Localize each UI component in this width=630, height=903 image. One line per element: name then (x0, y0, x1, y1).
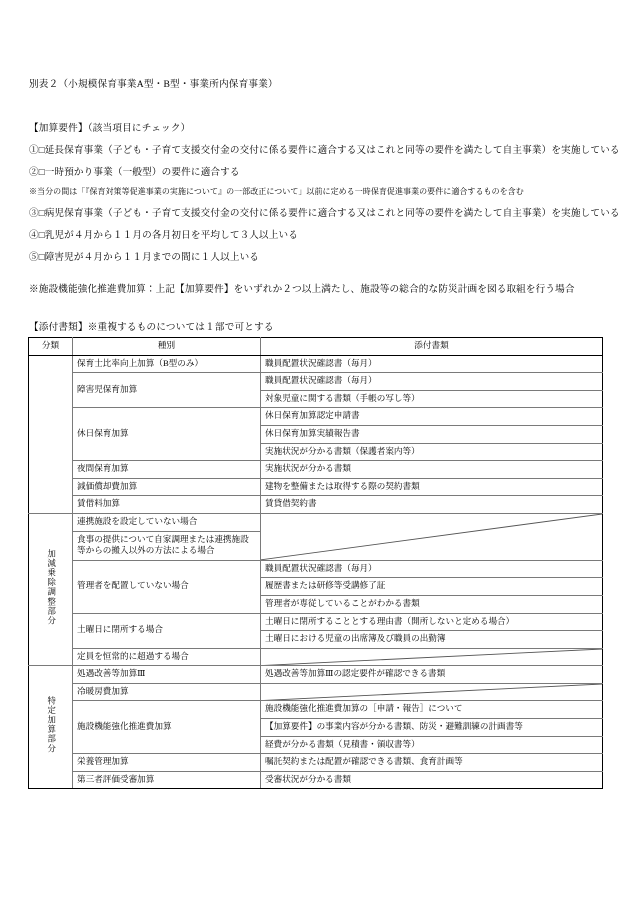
type-cell: 定員を恒常的に超過する場合 (73, 648, 261, 666)
table-row (29, 666, 603, 684)
table-row (29, 513, 603, 531)
requirement-item-1: ①□延長保育事業（子ども・子育て支援交付金の交付に係る要件に適合する又はこれと同等の要件を満たして自主事業）を実施している (29, 145, 620, 156)
header-type: 種別 (73, 338, 261, 356)
document-title: 別表２（小規模保育事業A型・B型・事業所内保育事業） (29, 79, 278, 90)
documents-cell: 実施状況が分かる書類 (261, 461, 603, 479)
type-cell: 施設機能強化推進費加算 (73, 701, 261, 754)
documents-cell: 処遇改善等加算Ⅲの認定要件が確認できる書類 (261, 666, 603, 684)
documents-cell: 職員配置状況確認書（毎月） (261, 355, 603, 373)
requirements-heading: 【加算要件】（該当項目にチェック） (29, 123, 191, 134)
documents-cell: 職員配置状況確認書（毎月） (261, 560, 603, 578)
table-row (29, 408, 603, 426)
documents-cell: 休日保育加算実績報告書 (261, 425, 603, 443)
category-label: 特定加算部分 (46, 696, 56, 754)
documents-cell: 職員配置状況確認書（毎月） (261, 373, 603, 391)
header-category: 分類 (29, 338, 73, 356)
documents-cell-empty (261, 648, 603, 666)
documents-cell: 休日保育加算認定申請書 (261, 408, 603, 426)
requirement-item-5: ⑤□障害児が４月から１１月までの間に１人以上いる (29, 252, 260, 263)
diagonal-strike-icon (261, 649, 602, 666)
table-body (29, 355, 603, 789)
table-row (29, 771, 603, 789)
table-row (29, 355, 603, 373)
documents-cell: 管理者が専従していることがわかる書類 (261, 595, 603, 613)
documents-cell-empty (261, 683, 603, 701)
table-row (29, 701, 603, 719)
documents-cell: 実施状況が分かる書類（保護者案内等） (261, 443, 603, 461)
type-cell: 食事の提供について自家調理または連携施設等からの搬入以外の方法による場合 (73, 531, 261, 560)
documents-cell: 建物を整備または取得する際の契約書類 (261, 478, 603, 496)
type-cell: 障害児保育加算 (73, 373, 261, 408)
documents-cell-empty (261, 513, 603, 560)
type-cell: 土曜日に閉所する場合 (73, 613, 261, 648)
table-row (29, 461, 603, 479)
type-cell: 減価償却費加算 (73, 478, 261, 496)
table-row (29, 496, 603, 514)
requirement-item-3: ③□病児保育事業（子ども・子育て支援交付金の交付に係る要件に適合する又はこれと同等の要件を満たして自主事業）を実施している (29, 208, 620, 219)
documents-cell: 【加算要件】の事業内容が分かる書類、防災・避難訓練の計画書等 (261, 719, 603, 737)
type-cell: 休日保育加算 (73, 408, 261, 461)
attachments-table (28, 337, 603, 789)
category-cell (29, 355, 73, 513)
type-cell: 連携施設を設定していない場合 (73, 513, 261, 531)
table-header-row (29, 338, 603, 356)
type-cell: 賃借料加算 (73, 496, 261, 514)
attachments-heading: 【添付書類】※重複するものについては１部で可とする (29, 322, 274, 333)
table-row (29, 560, 603, 578)
type-cell: 夜間保育加算 (73, 461, 261, 479)
header-documents: 添付書類 (261, 338, 603, 356)
type-cell: 冷暖房費加算 (73, 683, 261, 701)
type-cell: 管理者を配置していない場合 (73, 560, 261, 613)
documents-cell: 嘱託契約または配置が確認できる書類、食育計画等 (261, 754, 603, 772)
requirements-note: ※当分の間は「『保育対策等促進事業の実施について』の一部改正について」以前に定める一時保育促進事業の要件に適合するものを含む (29, 187, 524, 196)
table-row (29, 613, 603, 631)
type-cell: 処遇改善等加算Ⅲ (73, 666, 261, 684)
documents-cell: 土曜日に閉所することとする理由書（開所しないと定める場合） (261, 613, 603, 631)
diagonal-strike-icon (261, 684, 602, 701)
table-row (29, 648, 603, 666)
category-cell (29, 666, 73, 789)
type-cell: 栄養管理加算 (73, 754, 261, 772)
documents-cell: 経費が分かる書類（見積書・領収書等） (261, 736, 603, 754)
requirement-item-2: ②□一時預かり事業（一般型）の要件に適合する (29, 167, 240, 178)
documents-cell: 施設機能強化推進費加算の［申請・報告］について (261, 701, 603, 719)
category-cell (29, 513, 73, 665)
diagonal-strike-icon (261, 514, 602, 560)
table-row (29, 754, 603, 772)
documents-cell: 対象児童に関する書類（手帳の写し等） (261, 390, 603, 408)
table-row (29, 683, 603, 701)
documents-cell: 履歴書または研修等受講修了証 (261, 578, 603, 596)
facility-strengthening-note: ※施設機能強化推進費加算：上記【加算要件】をいずれか２つ以上満たし、施設等の総合的な防災計画を図る取組を行う場合 (29, 284, 575, 295)
type-cell: 保育士比率向上加算（B型のみ） (73, 355, 261, 373)
documents-cell: 受審状況が分かる書類 (261, 771, 603, 789)
table-row (29, 478, 603, 496)
table-row (29, 373, 603, 391)
documents-cell: 土曜日における児童の出席簿及び職員の出勤簿 (261, 631, 603, 649)
type-cell: 第三者評価受審加算 (73, 771, 261, 789)
category-label: 加減乗除調整部分 (46, 548, 56, 626)
documents-cell: 賃貸借契約書 (261, 496, 603, 514)
requirement-item-4: ④□乳児が４月から１１月の各月初日を平均して３人以上いる (29, 230, 299, 241)
